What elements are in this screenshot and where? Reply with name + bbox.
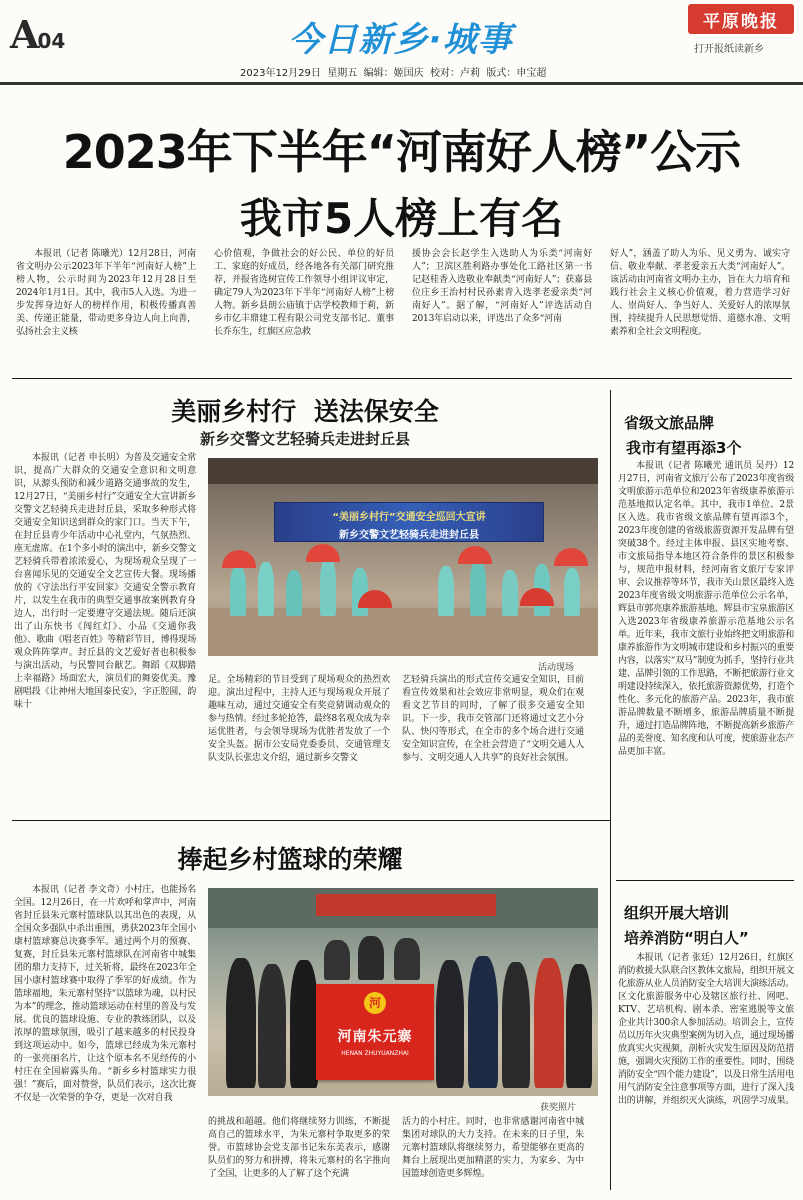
banner-line-1: “美丽乡村行”交通安全巡回大宣讲 bbox=[332, 512, 486, 523]
team-member bbox=[436, 960, 464, 1088]
story3-text-2: 的挑战和超越。他们将继续努力训练，不断提高自己的篮球水平，为朱元寨村争取更多的荣誉。市篮球协会党支部书记朱东美表示，感谢队员们的努力和拼搏，将朱元寨村的名字推向了全国，让更多的人了解了这个充满 bbox=[208, 1117, 390, 1179]
fan-prop bbox=[222, 550, 256, 568]
lead-divider bbox=[12, 378, 792, 379]
dancer bbox=[286, 570, 302, 616]
dancer bbox=[564, 568, 580, 616]
paper-logo bbox=[688, 4, 794, 34]
side1-headline-2: 我市有望再添3个 bbox=[626, 439, 742, 457]
fan-prop bbox=[306, 544, 340, 562]
team-member bbox=[502, 962, 530, 1088]
page-letter: A bbox=[10, 12, 38, 57]
side2-text: 本报讯（记者 张廷）12月26日，红旗区消防救援大队联合区教体文旅局，组织开展文化旅游从业人员消防安全大培训大演练活动。区文化旅游服务中心及辖区旅行社、网吧、KTV、艺培机构、剧本杀、密室逃脱等文旅企业共计300余人参加活动。培训会上，宣传员以历年火灾典型案例为切入点，通过现场播放真实火灾视频，剖析火灾发生原因及防范措施，强调火灾预防工作的重要性。同时，围绕消防安全“四个能力建设”，以及日常生活用电用气消防安全注意事项等方面，进行了深入浅出的讲解，并组织灭火演练，巩固学习成果。 bbox=[618, 953, 794, 1106]
stage-banner bbox=[274, 502, 544, 542]
side2-headline-1: 组织开展大培训 bbox=[624, 904, 730, 922]
story2-col-3 bbox=[402, 674, 584, 814]
side1-headline-1: 省级文旅品牌 bbox=[624, 414, 715, 432]
side2-headline-2: 培养消防“明白人” bbox=[624, 929, 749, 947]
team-flag bbox=[316, 984, 434, 1080]
lead-col-2 bbox=[214, 248, 394, 366]
masthead bbox=[0, 0, 803, 80]
story-divider bbox=[12, 820, 610, 821]
story-basketball bbox=[0, 822, 610, 1200]
stage-photo bbox=[208, 458, 598, 656]
story2-text-3: 艺轻骑兵演出的形式宣传交通安全知识，目前看宣传效果和社会效应非常明显，观众们在观看文艺节目的同时，了解了很多交通安全知识。下一步，我市交管部门还将通过文艺小分队、快闪等形式，在全市的多个场合进行交通安全知识宣传，在全社会营造了“文明交通人人参与、文明交通人人共享”的良好社会氛围。 bbox=[402, 675, 584, 763]
story2-col-1 bbox=[14, 452, 196, 812]
team-member bbox=[534, 958, 564, 1088]
dancer bbox=[438, 566, 454, 616]
team-photo-caption: 获奖照片 bbox=[540, 1103, 577, 1113]
side1-body bbox=[618, 460, 794, 870]
team-member bbox=[324, 940, 350, 980]
side1-text: 本报讯（记者 陈曦光 通讯员 吴丹）12月27日，河南省文旅厅公布了2023年度省级文明旅游示范单位和2023年省级康养旅游示范基地拟认定名单。其中，我市1单位、2景区入选。我市省级文旅品牌有望再添3个，2023年度创建的省级旅游资源开发品牌有望突破38个。经过主体申报、县区实地考察、市文旅局指导本地区符合条件的景区积极参与，规范申报材料，经河南省文旅厅专家评审、会议推荐等环节，我市关山景区最终入选2023年度省级文明旅游示范单位公示名单，辉县市郭亮康养旅游基地、辉县市宝泉旅游区入选2023年省级康养旅游示范基地公示名单。近年来，我市文旅行业始终把文明旅游和康养旅游作为文明城市建设和乡村振兴的重要内容，以落实“双马”制度为抓手，坚持行业共建、品牌引领的工作思路，不断把旅游行业文明建设持续深入，依托旅游资源优势，打造个性化、多元化的旅游产品。2023年，我市旅游品牌数量不断增多，旅游品牌质量不断提升，通过打造品牌阵地，不断提高新乡旅游产品的美誉度、知名度和认可度，使旅游业态产品更加丰富。 bbox=[618, 461, 794, 757]
fan-prop bbox=[554, 548, 588, 566]
team-member bbox=[258, 964, 286, 1088]
flag-emblem: 河 bbox=[364, 992, 386, 1014]
lead-text-4: 好人”，涵盖了助人为乐、见义勇为、诚实守信、敬业奉献、孝老爱亲五大类“河南好人”。该活动由河南省文明办主办，旨在大力培育和践行社会主义核心价值观，着力营造学习好人、崇尚好人、争当好人、关爱好人的浓厚氛围，持续提升人民思想觉悟、道德水准、文明素养和全社会文明程度。 bbox=[610, 249, 790, 337]
story3-text-1: 本报讯（记者 李文奇）小村庄，也能扬名全国。12月26日，在一片欢呼和掌声中，河南省封丘县朱元寨村篮球队以其出色的表现，从全国众多强队中杀出重围，勇获2023年全国小康村篮球赛总决赛季军。通过两个月的预赛、复赛，封丘县朱元寨村篮球队在河南省中城集团的鼎力支持下，过关斩将，最终在2023年全国小康村篮球赛中取得了季军的好成绩。作为篮球福地，朱元寨村坚持“以篮球为魂，以村民为本”的理念，推动篮球运动在村里的普及与发展。优良的篮球设施、专业的教练团队，以及浓厚的篮球氛围，吸引了越来越多的村民投身到这项运动中。如今，篮球已经成为朱元寨村的一张亮丽名片，让这个原本名不见经传的小村庄在全国崭露头角。“新乡乡村篮球实力很强！”赛后，面对赞誉，队员们表示，这次比赛不仅是一次荣誉的争夺，更是一次对自我 bbox=[14, 885, 196, 1103]
team-member bbox=[566, 964, 592, 1088]
page-number bbox=[10, 12, 65, 57]
dancer bbox=[230, 566, 246, 616]
team-member bbox=[468, 956, 498, 1088]
lead-col-3 bbox=[412, 248, 592, 366]
team-photo bbox=[208, 888, 598, 1096]
lead-headline-2: 我市5人榜上有名 bbox=[239, 194, 564, 243]
story2-col-2 bbox=[208, 674, 390, 814]
story3-col-1 bbox=[14, 884, 196, 1198]
stage-curtain bbox=[208, 458, 598, 484]
lead-text-2: 心价值观，争做社会的好公民、单位的好员工、家庭的好成员，经各地各有关部门研究推荐，并报省选树宣传工作领导小组评议审定，确定79人为2023年下半年“河南好人榜”上榜人物。新乡县朗公庙镇于店学校教师于莉，新乡市亿丰鼎建工程有限公司党支部书记、董事长乔东生，红旗区应急救 bbox=[214, 249, 394, 337]
lead-headline-1: 2023年下半年“河南好人榜”公示 bbox=[62, 125, 741, 179]
banner-line-2: 新乡交警文艺轻骑兵走进封丘县 bbox=[339, 530, 479, 541]
lead-story bbox=[0, 86, 803, 376]
gym-banner bbox=[316, 894, 496, 916]
side-divider bbox=[616, 880, 794, 881]
dancer bbox=[502, 570, 518, 616]
dancer bbox=[320, 558, 336, 616]
story2-subhead: 新乡交警文艺轻骑兵走进封丘县 bbox=[199, 430, 410, 448]
flag-title: 河南朱元寨 bbox=[337, 1029, 413, 1045]
lead-text-1: 本报讯（记者 陈曦光）12月28日，河南省文明办公示2023年下半年“河南好人榜”上榜人物，公示时间为2023年12月28日至2024年1月1日。其中，我市5人入选。为进一步发挥身边好人的榜样作用，积极传播真善美、传递正能量，带动更多身边人向上向善，弘扬社会主义核 bbox=[16, 249, 196, 337]
flag-subtitle: HENAN ZHUYUANZHAI bbox=[341, 1050, 409, 1057]
story-traffic bbox=[0, 380, 610, 820]
story3-col-3 bbox=[402, 1116, 584, 1200]
dancer bbox=[470, 560, 486, 616]
side2-body bbox=[618, 952, 794, 1198]
masthead-divider bbox=[0, 82, 803, 85]
story3-headline: 捧起乡村篮球的荣耀 bbox=[177, 845, 403, 874]
section-title: 今日新乡·城事 bbox=[288, 20, 513, 60]
story2-text-2: 足。全场精彩的节目受到了现场观众的热烈欢迎。演出过程中，主持人还与现场观众开展了趣味互动，通过交通安全有奖竞猜调动观众的参与热情。经过多轮抢答，最终8名观众成为幸运优胜者，与会领导现场为优胜者发放了一个安全头盔。据市公安局党委委员、交通管理支队支队长张忠文介绍，通过新乡交警文 bbox=[208, 675, 390, 763]
dancer bbox=[258, 562, 274, 616]
lead-text-3: 援协会会长赵学生入选助人为乐类“河南好人”；卫滨区胜利路办事处化工路社区第一书记赵桂香入选敬业奉献类“河南好人”；获嘉县位庄乡王治村村民孙素青入选孝老爱亲类“河南好人”。据了解，“河南好人”评选活动自2013年启动以来，评选出了众多“河南 bbox=[412, 249, 592, 324]
fan-prop bbox=[458, 546, 492, 564]
column-divider bbox=[610, 390, 611, 1190]
paper-name: 平原晚报 bbox=[703, 11, 779, 32]
page-digits: 04 bbox=[37, 29, 66, 53]
team-member bbox=[358, 936, 384, 980]
lead-col-1 bbox=[16, 248, 196, 366]
lead-col-4 bbox=[610, 248, 790, 366]
story2-headline: 美丽乡村行 送法保安全 bbox=[171, 397, 439, 426]
date-line: 2023年12月29日 星期五 编辑：姬国庆 校对：卢莉 版式：申宝超 bbox=[240, 68, 547, 79]
story-fire-training bbox=[618, 882, 794, 1200]
team-member bbox=[394, 938, 420, 980]
stage-photo-caption: 活动现场 bbox=[538, 663, 575, 673]
team-member bbox=[290, 960, 318, 1088]
story2-text-1: 本报讯（记者 申长明）为普及交通安全常识，提高广大群众的交通安全意识和文明意识，从源头预防和减少道路交通事故的发生，12月27日，“美丽乡村行”交通安全大宣讲新乡交警文艺轻骑兵走进封丘县，采取多种形式将交通安全知识送到群众的家门口。当天下午，在封丘县青少年活动中心礼堂内，气氛热烈、座无虚席。在1个多小时的演出中，新乡交警文艺轻骑兵带着浓浓爱心，为现场观众呈现了一台喜闻乐见的交通安全文艺宣传大餐。现场播放的《守法出行平安回家》交通安全警示教育片，以发生在我市的典型交通事故案例教育身边人，出行时一定要遵守交通法规。随后还演出了山东快书《闯红灯》、小品《交通你我他》、歌曲《唱老百姓》等精彩节目，博得现场观众阵阵掌声。封丘县的文艺爱好者也积极参与演出活动，与民警同台献艺。舞蹈《双脚踏上幸福路》场面宏大，演员们的舞姿优美。豫剧唱段《让神州大地国泰民安》，字正腔圆，韵味十 bbox=[14, 453, 196, 710]
team-member bbox=[226, 958, 256, 1088]
story-tourism bbox=[618, 390, 794, 875]
slogan: 打开报纸读新乡 bbox=[694, 44, 764, 55]
story3-text-3: 活力的小村庄。同时，也非常感谢河南省中城集团对球队的大力支持。在未来的日子里，朱元寨村篮球队将继续努力，希望能够在更高的舞台上展现出更加精湛的实力，为家乡、为中国篮球创造更多辉煌。 bbox=[402, 1117, 584, 1179]
story3-col-2 bbox=[208, 1116, 390, 1200]
